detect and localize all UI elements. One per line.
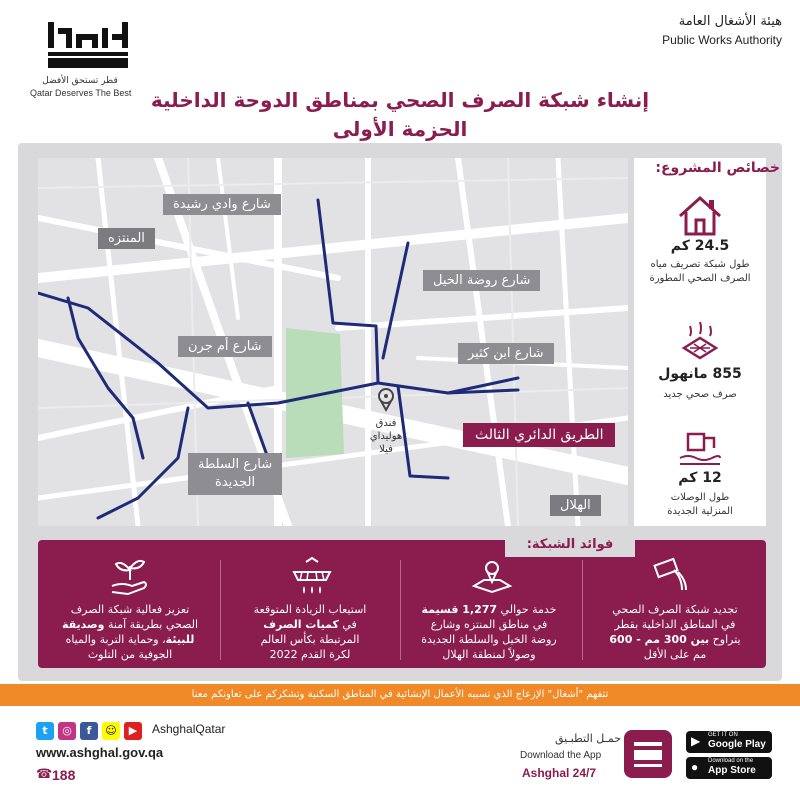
network-length-desc-1: طول شبكة تصريف مياه xyxy=(650,259,750,270)
network-length-desc-2: الصرف الصحي المطورة xyxy=(649,273,751,284)
benefit-divider xyxy=(400,560,401,660)
manholes-value: 855 مانهول xyxy=(658,366,742,382)
benefit-2-line-4: وصولاً لمنطقة الهلال xyxy=(442,648,536,661)
manhole-icon xyxy=(676,318,724,362)
street-label-umm-jarn: شارع أم جرن xyxy=(178,336,272,357)
hotline-number[interactable]: 188 xyxy=(52,767,76,783)
benefit-4-line-4: الجوفية من التلوث xyxy=(87,648,173,661)
benefit-3-line-2: في كميات الصرف xyxy=(263,618,357,631)
benefit-3-text xyxy=(225,602,395,662)
house-icon xyxy=(676,194,724,238)
google-play-button[interactable] xyxy=(686,731,772,753)
app-store-big-text: App Store xyxy=(708,765,756,776)
benefit-1-line-3: يتراوح بين 300 مم - 600 xyxy=(609,633,741,646)
app-store-small-text: Download on the xyxy=(708,758,754,764)
benefit-4-line-3: للبيئة، وحماية التربة والمياه xyxy=(65,633,195,646)
page-subtitle: الحزمة الأولى xyxy=(332,117,468,141)
area-label-muntazah: المنتزه xyxy=(98,228,155,249)
connections-value: 12 كم xyxy=(678,470,722,486)
google-play-big-text: Google Play xyxy=(708,739,766,750)
app-store-button[interactable] xyxy=(686,757,772,779)
benefit-3-line-3: المرتبطة بكأس العالم xyxy=(260,633,360,646)
drain-drops-icon xyxy=(290,556,334,596)
manholes-desc: صرف صحي جديد xyxy=(663,389,737,400)
landmark-label-3: فيلا xyxy=(379,444,393,455)
authority-name-ar: هيئة الأشغال العامة xyxy=(678,14,782,29)
benefit-3-line-1: استيعاب الزيادة المتوقعة xyxy=(253,603,367,616)
street-label-al-sulta xyxy=(188,453,282,495)
sewer-route-south xyxy=(133,418,143,458)
instagram-icon[interactable]: ◎ xyxy=(58,722,76,740)
landmark-label-1: فندق xyxy=(375,418,397,429)
hand-plant-icon xyxy=(108,556,152,596)
logo-tagline-ar: قطر تستحق الأفضل xyxy=(42,76,118,86)
benefit-4-line-2: الصحي بطريقة آمنة وصديقة xyxy=(61,618,199,631)
location-map-icon xyxy=(470,556,514,596)
benefit-3-line-4: لكرة القدم 2022 xyxy=(269,648,351,661)
sewer-route-rawda xyxy=(383,243,408,358)
connections-desc-2: المنزلية الجديدة xyxy=(667,506,733,517)
benefit-2-line-1: خدمة حوالي 1,277 قسيمة xyxy=(421,603,557,616)
pipe-icon xyxy=(676,430,724,470)
street-label-al-sulta-line1: شارع السلطة xyxy=(198,457,273,472)
apple-icon: ● xyxy=(691,760,699,774)
download-label-en: Download the App xyxy=(520,750,602,761)
map-canvas xyxy=(38,158,628,526)
benefit-4-text xyxy=(45,602,215,662)
benefit-1-line-1: تجديد شبكة الصرف الصحي xyxy=(612,603,738,616)
social-handle[interactable]: AshghalQatar xyxy=(152,722,226,736)
page-title: إنشاء شبكة الصرف الصحي بمناطق الدوحة الداخلية xyxy=(150,88,650,112)
network-length-value: 24.5 كم xyxy=(670,238,730,254)
ashghal-logo xyxy=(38,14,138,74)
google-play-icon: ▶ xyxy=(691,734,701,748)
benefit-2-text xyxy=(404,602,574,662)
benefits-title: فوائد الشبكة: xyxy=(505,533,635,557)
street-label-rawdat-al-khail: شارع روضة الخيل xyxy=(423,270,540,291)
notice-banner: تتفهم "أشغال" الإزعاج الذي تسببه الأعمال الإنشائية في المناطق السكنية وتشكركم على تعاونكم معنا xyxy=(0,684,800,706)
benefit-2-line-2: في مناطق المنتزه وشارع xyxy=(430,618,548,631)
landmark-pin-icon xyxy=(379,389,393,410)
snapchat-icon[interactable]: ☺ xyxy=(102,722,120,740)
features-title: خصائص المشروع: xyxy=(655,160,780,176)
website-link[interactable]: www.ashghal.gov.qa xyxy=(36,745,164,760)
app-icon[interactable] xyxy=(624,730,672,778)
benefit-2-line-3: روضة الخيل والسلطة الجديدة xyxy=(421,633,557,646)
logo-tagline-en: Qatar Deserves The Best xyxy=(30,88,132,98)
app-name: Ashghal 24/7 xyxy=(522,766,597,780)
connections-desc-1: طول الوصلات xyxy=(670,492,730,503)
street-label-ibn-katheer: شارع ابن كثير xyxy=(458,343,554,364)
ring-road-label: الطريق الدائري الثالث xyxy=(463,423,615,447)
facebook-icon[interactable]: f xyxy=(80,722,98,740)
benefit-1-line-4: مم على الأقل xyxy=(643,648,707,661)
benefit-divider xyxy=(220,560,221,660)
google-play-small-text: GET IT ON xyxy=(708,732,738,738)
authority-name-en: Public Works Authority xyxy=(662,33,782,47)
app-logo-icon xyxy=(624,730,672,778)
street-label-wadi-rasheeda: شارع وادي رشيدة xyxy=(163,194,281,215)
youtube-icon[interactable]: ▶ xyxy=(124,722,142,740)
benefit-divider xyxy=(582,560,583,660)
benefit-1-text xyxy=(590,602,760,662)
pipe-water-icon xyxy=(652,556,692,596)
street-label-al-sulta-line2: الجديدة xyxy=(215,475,256,490)
area-label-hilal: الهلال xyxy=(550,495,601,516)
benefit-4-line-1: تعزيز فعالية شبكة الصرف xyxy=(70,603,190,616)
download-label-ar: حمـل التطبـيق xyxy=(555,732,621,745)
phone-icon: ☎ xyxy=(36,767,53,782)
benefit-1-line-2: في المناطق الداخلية بقطر xyxy=(614,618,736,631)
twitter-icon[interactable]: t xyxy=(36,722,54,740)
landmark-label-2: هوليداي xyxy=(369,431,403,442)
project-map xyxy=(38,158,628,526)
